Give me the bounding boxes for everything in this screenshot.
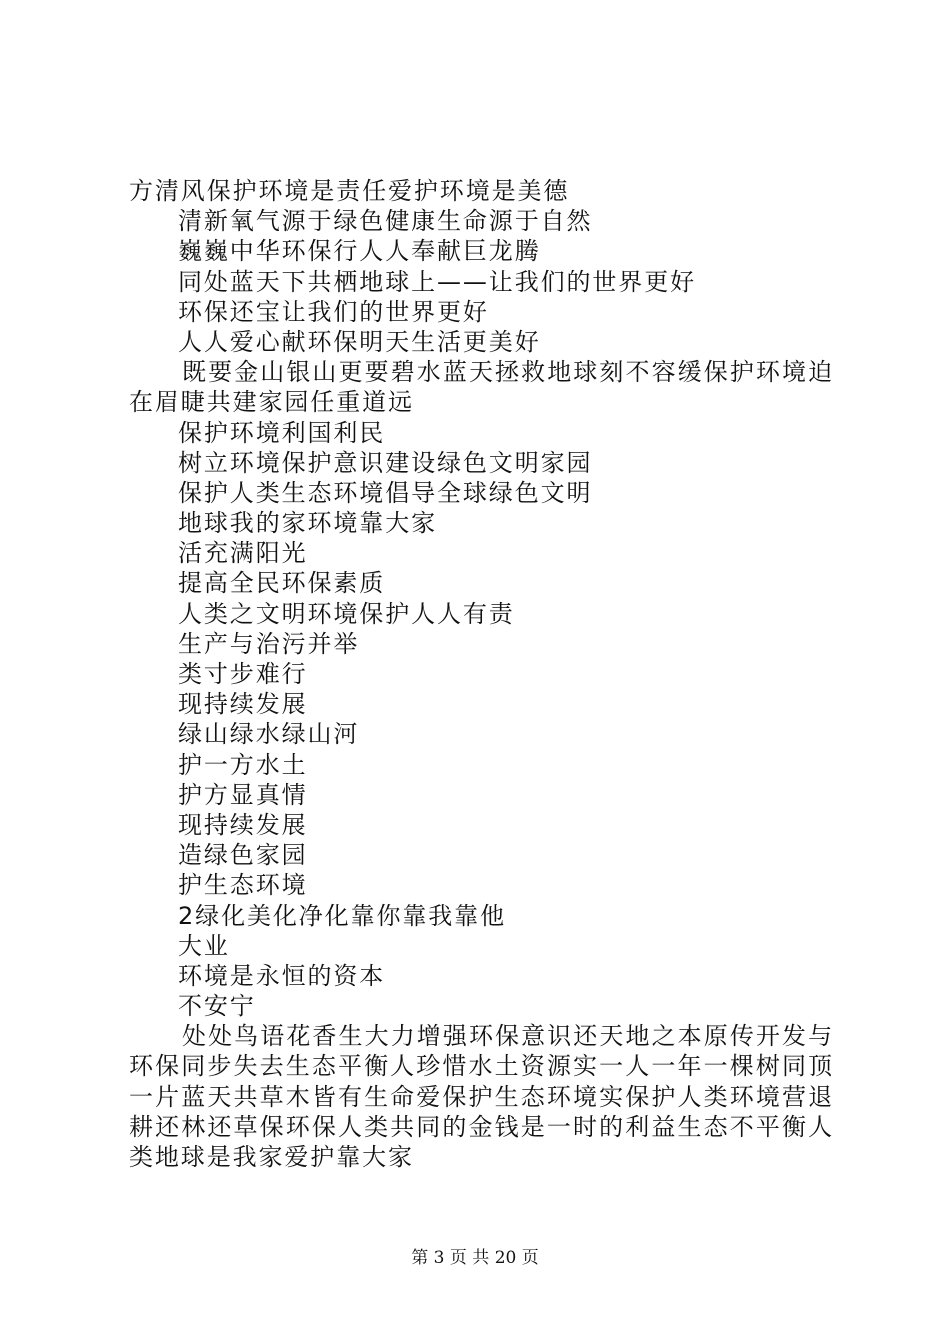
text-paragraph: 既要金山银山更要碧水蓝天拯救地球刻不容缓保护环境迫在眉睫共建家园任重道远 [129,358,834,417]
text-line: 清新氧气源于绿色健康生命源于自然 [178,207,593,236]
text-line: 环境是永恒的资本 [178,961,386,990]
text-line: 绿山绿水绿山河 [178,720,360,749]
text-line: 不安宁 [178,992,256,1021]
text-line: 2绿化美化净化靠你靠我靠他 [178,901,506,930]
text-line: 造绿色家园 [178,841,308,870]
text-line: 提高全民环保素质 [178,569,386,598]
text-line: 巍巍中华环保行人人奉献巨龙腾 [178,237,541,266]
text-line: 生产与治污并举 [178,629,360,658]
text-line: 人人爱心献环保明天生活更美好 [178,327,541,356]
text-line: 保护人类生态环境倡导全球绿色文明 [178,478,593,507]
page-footer: 第 3 页 共 20 页 [411,1248,539,1268]
text-line: 类寸步难行 [178,660,308,689]
text-line: 保护环境利国利民 [178,418,386,447]
text-line: 护生态环境 [178,871,308,900]
text-line: 地球我的家环境靠大家 [178,509,437,538]
text-line: 活充满阳光 [178,539,308,568]
text-line: 人类之文明环境保护人人有责 [178,599,515,628]
document-body [129,176,834,1172]
text-line: 现持续发展 [178,810,308,839]
text-line: 大业 [178,931,230,960]
text-line: 环保还宝让我们的世界更好 [178,297,489,326]
text-line: 现持续发展 [178,690,308,719]
text-paragraph: 处处鸟语花香生大力增强环保意识还天地之本原传开发与环保同步失去生态平衡人珍惜水土资源实一人一年一棵树同顶一片蓝天共草木皆有生命爱保护生态环境实保护人类环境营退耕还林还草保环保人类共同的金钱是一时的利益生态不平衡人类地球是我家爱护靠大家 [129,1022,834,1172]
text-line: 护一方水土 [178,750,308,779]
text-line: 护方显真情 [178,780,308,809]
text-line: 方清风保护环境是责任爱护环境是美德 [129,177,570,205]
text-line: 树立环境保护意识建设绿色文明家园 [178,448,593,477]
text-line: 同处蓝天下共栖地球上——让我们的世界更好 [178,267,696,296]
